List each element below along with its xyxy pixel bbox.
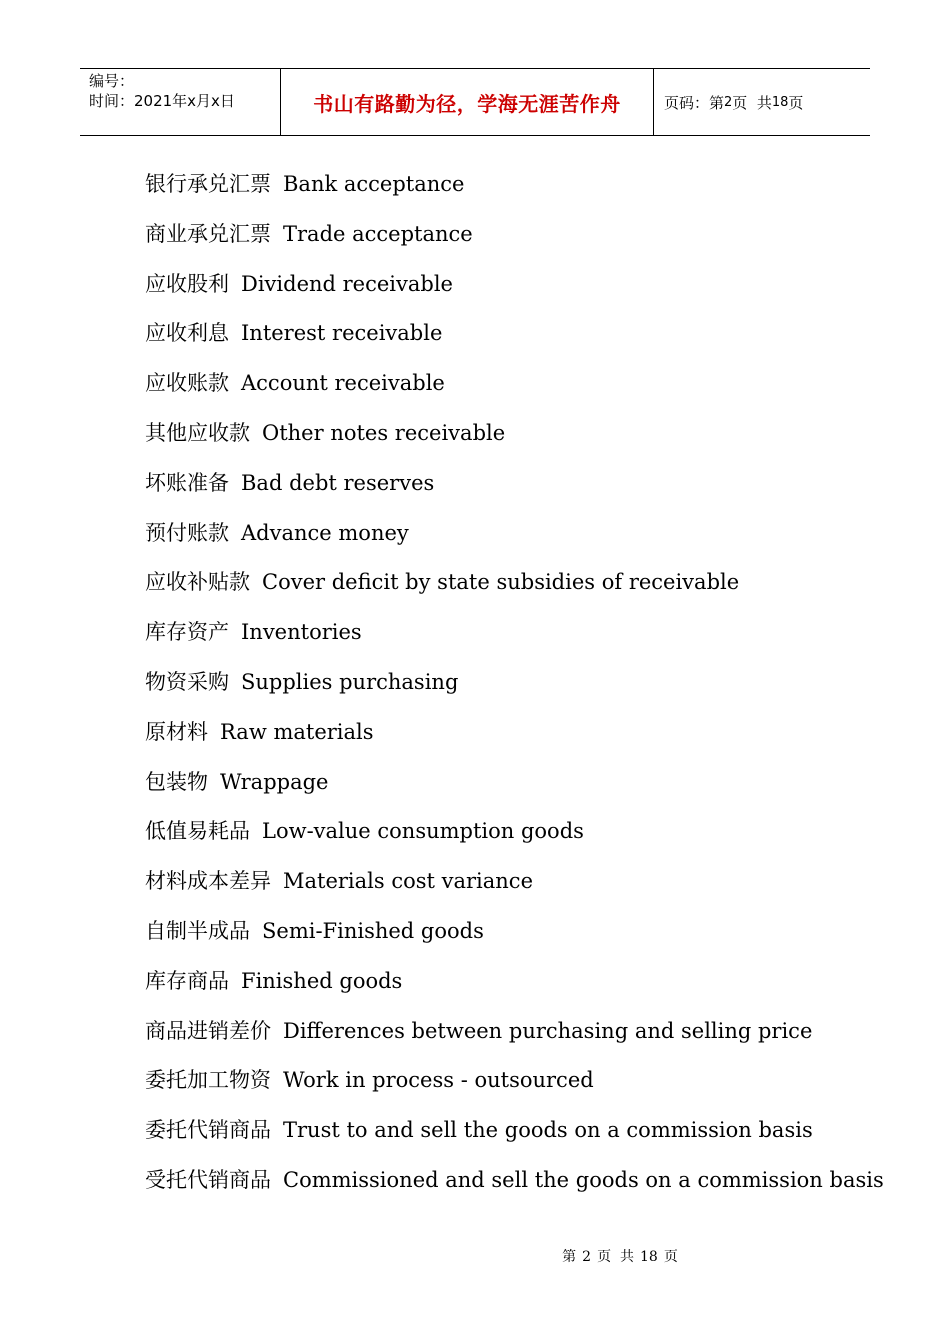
page-footer	[0, 1246, 950, 1266]
header-meta	[80, 69, 281, 135]
header-page-suffix: 页	[788, 93, 804, 112]
entry-chinese-term: 包装物	[145, 769, 208, 794]
header-page-indicator	[654, 69, 870, 135]
glossary-entry	[145, 166, 884, 216]
entry-chinese-term: 低值易耗品	[145, 819, 250, 844]
header-page-prefix: 页码：第	[664, 93, 725, 112]
header-motto: 书山有路勤为径，学海无涯苦作舟	[281, 69, 654, 135]
entry-english-term: Wrappage	[220, 769, 329, 794]
entry-english-term: Inventories	[241, 620, 362, 645]
glossary-entry	[145, 365, 884, 415]
glossary-entry	[145, 315, 884, 365]
footer-page-mid: 页 共	[597, 1249, 634, 1265]
entry-english-term: Work in process - outsourced	[283, 1068, 594, 1093]
entry-chinese-term: 库存商品	[145, 968, 229, 993]
entry-english-term: Trust to and sell the goods on a commission basis	[283, 1118, 813, 1143]
entry-chinese-term: 商品进销差价	[145, 1018, 271, 1043]
glossary-entry	[145, 564, 884, 614]
glossary-entry	[145, 664, 884, 714]
glossary-list	[145, 166, 884, 1212]
entry-chinese-term: 应收利息	[145, 321, 229, 346]
glossary-entry	[145, 1112, 884, 1162]
entry-english-term: Account receivable	[241, 371, 445, 396]
entry-chinese-term: 自制半成品	[145, 918, 250, 943]
entry-chinese-term: 应收账款	[145, 371, 229, 396]
document-number-label: 编号：	[89, 72, 135, 90]
glossary-entry	[145, 1062, 884, 1112]
glossary-entry	[145, 415, 884, 465]
document-time-label: 时间：2021年x月x日	[89, 92, 235, 110]
entry-english-term: Bank acceptance	[283, 172, 465, 196]
glossary-entry	[145, 813, 884, 863]
glossary-entry	[145, 1013, 884, 1063]
entry-english-term: Semi-Finished goods	[262, 918, 484, 943]
entry-english-term: Materials cost variance	[283, 869, 534, 894]
entry-chinese-term: 受托代销商品	[145, 1167, 271, 1192]
entry-english-term: Low-value consumption goods	[262, 819, 584, 844]
entry-english-term: Dividend receivable	[241, 271, 453, 296]
glossary-entry	[145, 515, 884, 565]
footer-page-current: 2	[582, 1249, 592, 1265]
glossary-entry	[145, 465, 884, 515]
entry-english-term: Finished goods	[241, 968, 403, 993]
entry-english-term: Interest receivable	[241, 321, 443, 346]
entry-chinese-term: 坏账准备	[145, 470, 229, 495]
entry-english-term: Advance money	[241, 520, 409, 545]
glossary-entry	[145, 963, 884, 1013]
entry-chinese-term: 其他应收款	[145, 420, 250, 445]
glossary-entry	[145, 913, 884, 963]
entry-english-term: Bad debt reserves	[241, 470, 435, 495]
entry-chinese-term: 委托代销商品	[145, 1118, 271, 1143]
entry-english-term: Other notes receivable	[262, 420, 506, 445]
glossary-entry	[145, 714, 884, 764]
header-page-mid: 页 共	[732, 93, 772, 112]
entry-chinese-term: 委托加工物资	[145, 1068, 271, 1093]
footer-page-suffix: 页	[663, 1249, 678, 1265]
entry-english-term: Cover deficit by state subsidies of receivable	[262, 570, 740, 595]
entry-english-term: Trade acceptance	[283, 221, 473, 246]
footer-page-total: 18	[640, 1249, 658, 1265]
glossary-entry	[145, 216, 884, 266]
glossary-entry	[145, 614, 884, 664]
glossary-entry	[145, 863, 884, 913]
entry-chinese-term: 应收股利	[145, 271, 229, 296]
entry-english-term: Supplies purchasing	[241, 669, 459, 694]
glossary-entry	[145, 1162, 884, 1212]
entry-english-term: Commissioned and sell the goods on a commission basis	[283, 1167, 884, 1192]
footer-page-prefix: 第	[562, 1249, 577, 1265]
entry-chinese-term: 材料成本差异	[145, 869, 271, 894]
glossary-entry	[145, 764, 884, 814]
entry-english-term: Differences between purchasing and selling price	[283, 1018, 813, 1043]
entry-chinese-term: 商业承兑汇票	[145, 221, 271, 246]
entry-chinese-term: 银行承兑汇票	[145, 172, 271, 196]
header-page-total: 18	[771, 94, 789, 110]
entry-chinese-term: 应收补贴款	[145, 570, 250, 595]
entry-chinese-term: 原材料	[145, 719, 208, 744]
entry-english-term: Raw materials	[220, 719, 374, 744]
glossary-entry	[145, 266, 884, 316]
page-header	[80, 68, 870, 136]
entry-chinese-term: 预付账款	[145, 520, 229, 545]
entry-chinese-term: 物资采购	[145, 669, 229, 694]
entry-chinese-term: 库存资产	[145, 620, 229, 645]
header-page-current: 2	[724, 94, 733, 110]
